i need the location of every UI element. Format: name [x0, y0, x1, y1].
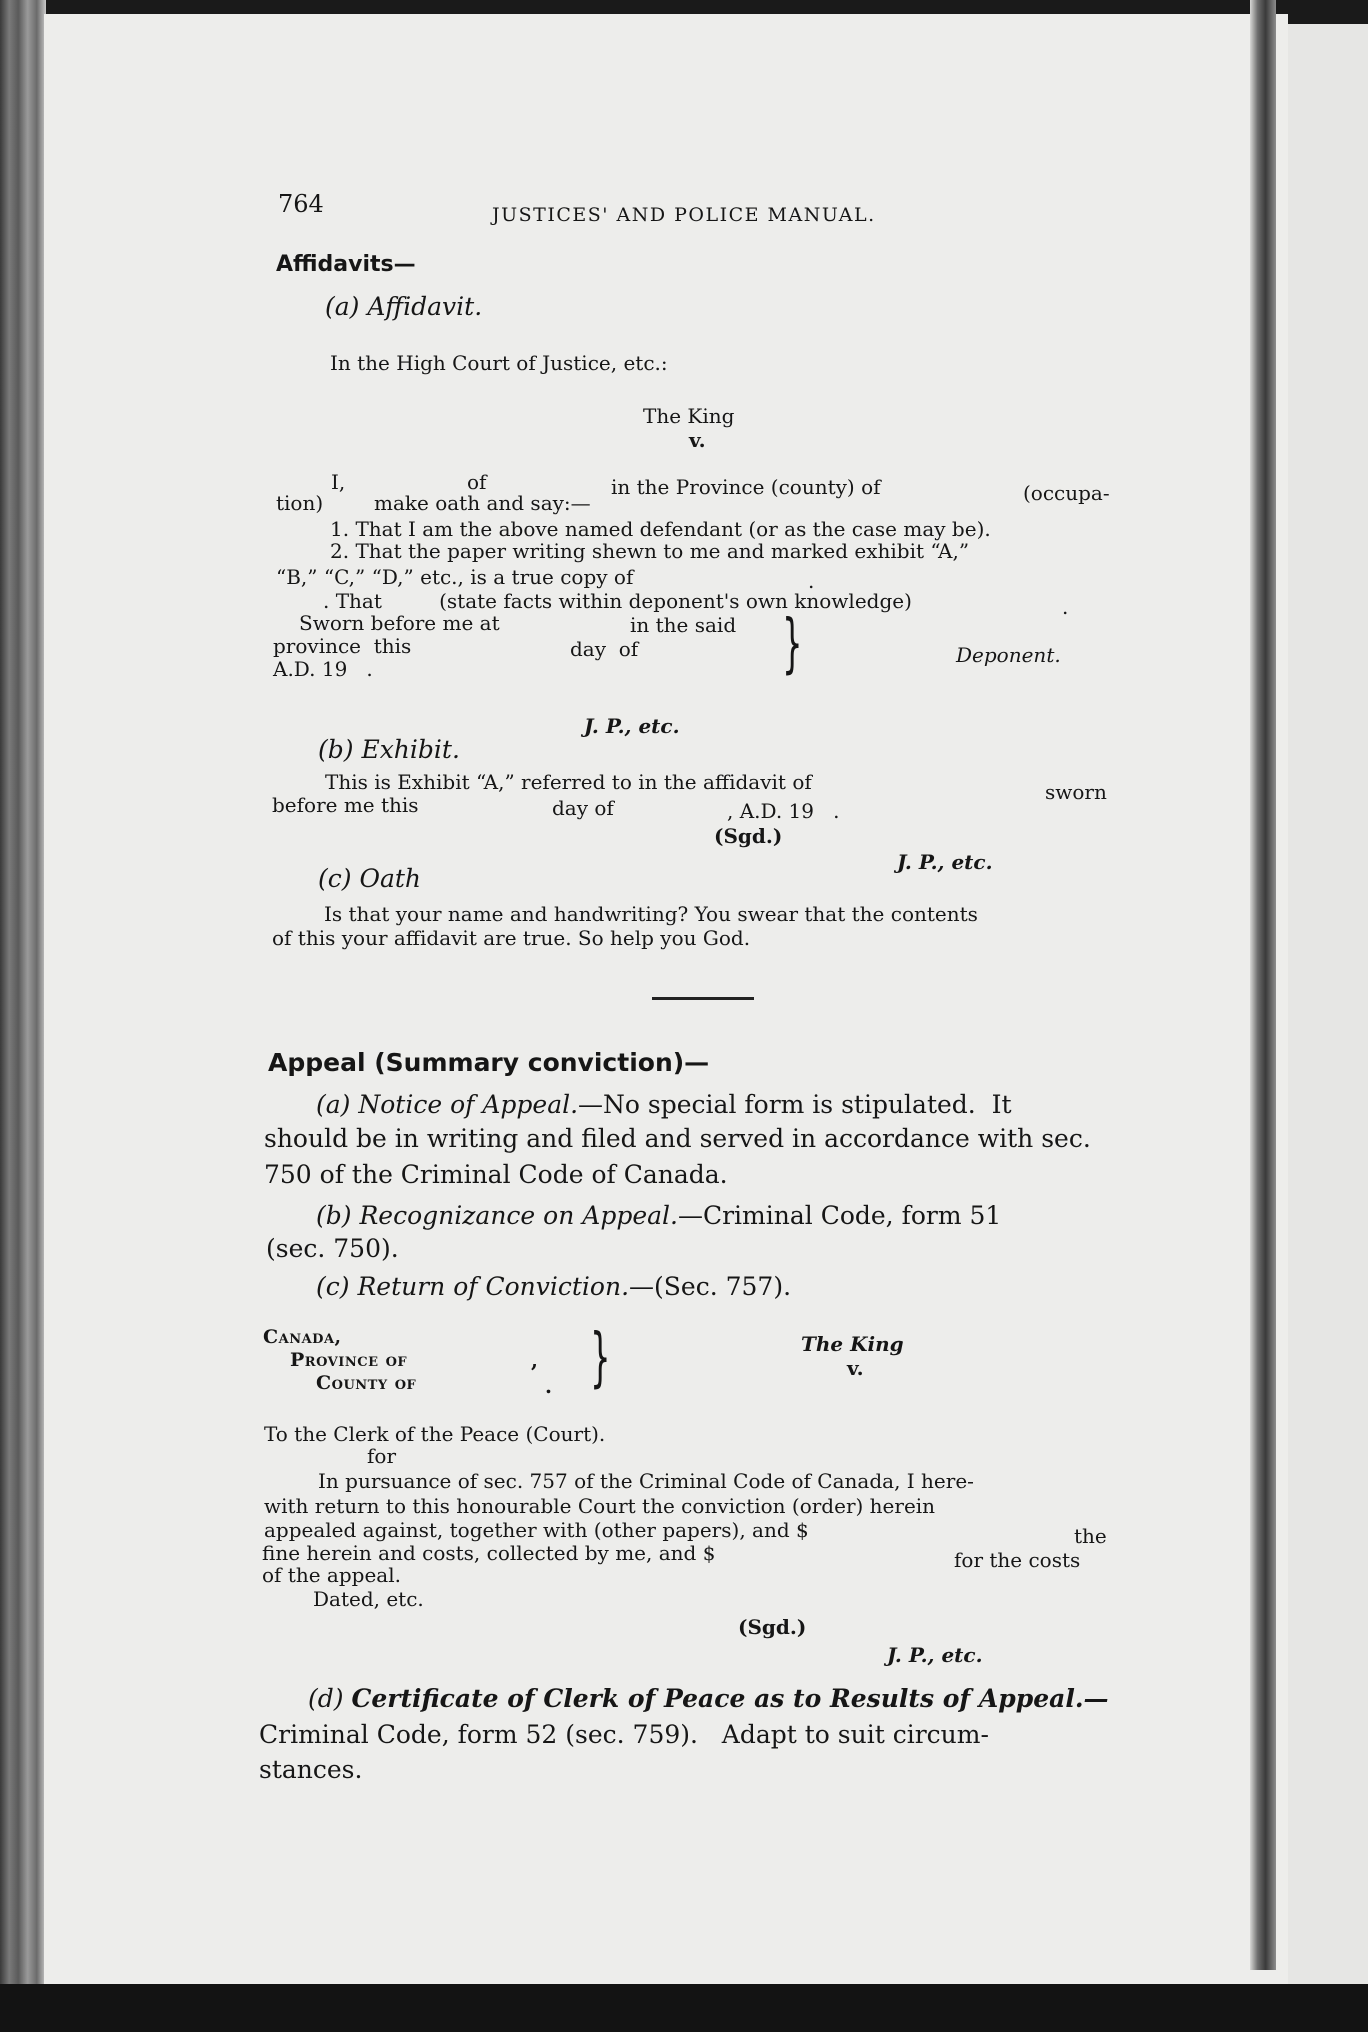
deponent-intro-i: I,	[331, 470, 346, 494]
court-line: In the High Court of Justice, etc.:	[330, 351, 668, 375]
appeal-b-text: —Criminal Code, form 51	[677, 1201, 1002, 1230]
certificate-line-1	[308, 1686, 1109, 1711]
return-body-1: In pursuance of sec. 757 of the Criminal Code of Canada, I here-	[318, 1469, 974, 1493]
venue-canada: Canada,	[263, 1326, 342, 1348]
page-gutter-shadow	[1250, 0, 1276, 1970]
appeal-c-line-1	[316, 1274, 791, 1299]
affidavit-subheading: (a) Affidavit.	[325, 292, 483, 321]
certificate-label: (d)	[308, 1684, 344, 1713]
affidavit-paragraph-3-stop: .	[1062, 595, 1069, 619]
return-style-king: The King	[801, 1332, 904, 1356]
running-title: JUSTICES' AND POLICE MANUAL.	[492, 204, 876, 226]
deponent-intro-province: in the Province (county) of	[611, 475, 881, 499]
affidavit-jp: J. P., etc.	[584, 714, 680, 738]
return-jp: J. P., etc.	[887, 1643, 983, 1667]
section-divider	[652, 997, 754, 1000]
affidavit-paragraph-2a: 2. That the paper writing shewn to me and marked exhibit “A,”	[330, 539, 970, 563]
exhibit-jp: J. P., etc.	[897, 850, 993, 874]
appeal-b-label: (b)	[316, 1201, 352, 1230]
affidavit-paragraph-2b-stop: .	[808, 569, 815, 593]
appeal-c-text: —(Sec. 757).	[629, 1272, 792, 1301]
return-body-2: with return to this honourable Court the conviction (order) herein	[264, 1494, 936, 1518]
page-number: 764	[278, 190, 324, 218]
return-to-clerk: To the Clerk of the Peace (Court).	[264, 1422, 606, 1446]
deponent-signature-label: Deponent.	[956, 643, 1061, 667]
jurat-line-1: Sworn before me at	[299, 611, 500, 635]
return-dated: Dated, etc.	[313, 1587, 424, 1611]
certificate-line-3: stances.	[259, 1755, 363, 1784]
oath-subheading: (c) Oath	[318, 864, 422, 893]
jurat-line-1b: in the said	[630, 613, 737, 637]
return-style-v: v.	[847, 1356, 864, 1380]
appeal-c-label: (c)	[316, 1272, 350, 1301]
appeal-b-line-1	[316, 1203, 1001, 1228]
return-body-3: appealed against, together with (other papers), and $	[264, 1518, 809, 1542]
appeal-a-line-2: should be in writing and filed and served in accordance with sec.	[264, 1124, 1091, 1153]
return-sgd: (Sgd.)	[738, 1615, 807, 1639]
jurat-line-3: A.D. 19 .	[273, 657, 373, 681]
exhibit-line-1: This is Exhibit “A,” referred to in the affidavit of	[325, 770, 812, 794]
appeal-a-line-1	[316, 1092, 1012, 1117]
oath-line-1: Is that your name and handwriting? You swear that the contents	[324, 902, 978, 926]
affidavit-paragraph-1: 1. That I am the above named defendant (or as the case may be).	[330, 517, 991, 541]
appeal-a-text: —No special form is stipulated. It	[578, 1090, 1012, 1119]
deponent-intro-oath: tion) make oath and say:—	[276, 491, 591, 515]
return-body-5: of the appeal.	[262, 1563, 401, 1587]
jurat-line-2: province this	[273, 634, 412, 658]
jurat-brace: }	[782, 607, 803, 681]
style-of-cause-v: v.	[689, 428, 706, 452]
scan-bottom-border	[0, 1984, 1368, 2032]
affidavit-paragraph-2b: “B,” “C,” “D,” etc., is a true copy of	[276, 565, 634, 589]
oath-line-2: of this your affidavit are true. So help you God.	[272, 926, 751, 950]
book-spine-edge	[0, 0, 46, 2032]
certificate-title: Certificate of Clerk of Peace as to Results of Appeal.—	[351, 1684, 1109, 1713]
appeal-b-title: Recognizance on Appeal.	[359, 1201, 678, 1230]
style-of-cause-king: The King	[643, 404, 735, 428]
jurat-line-2b: day of	[570, 637, 639, 661]
exhibit-subheading: (b) Exhibit.	[318, 735, 460, 764]
affidavits-heading: Affidavits—	[276, 252, 416, 277]
appeal-a-label: (a)	[316, 1090, 351, 1119]
venue-comma: ,	[531, 1348, 538, 1372]
exhibit-line-1-sworn: sworn	[1045, 780, 1107, 804]
certificate-line-2: Criminal Code, form 52 (sec. 759). Adapt to suit circum-	[259, 1720, 989, 1749]
return-body-4: fine herein and costs, collected by me, and $	[262, 1541, 716, 1565]
appeal-c-title: Return of Conviction.	[357, 1272, 630, 1301]
exhibit-line-2b: day of	[552, 796, 614, 820]
adjacent-page-edge	[1288, 24, 1368, 1984]
venue-county: County of	[316, 1372, 417, 1394]
deponent-intro-of: of	[467, 470, 487, 494]
appeal-a-title: Notice of Appeal.	[358, 1090, 579, 1119]
affidavit-paragraph-3: . That (state facts within deponent's own knowledge)	[323, 589, 912, 613]
exhibit-line-2c: , A.D. 19 .	[727, 799, 840, 823]
return-body-3b: the	[1074, 1524, 1107, 1548]
venue-brace: }	[590, 1321, 611, 1395]
deponent-intro-occupation: (occupa-	[1023, 481, 1110, 505]
appeal-b-line-2: (sec. 750).	[266, 1234, 399, 1263]
venue-province: Province of	[290, 1349, 408, 1371]
appeal-a-line-3: 750 of the Criminal Code of Canada.	[264, 1160, 728, 1189]
appeal-heading: Appeal (Summary conviction)—	[268, 1048, 710, 1077]
return-body-4b: for the costs	[954, 1548, 1081, 1572]
return-for: for	[367, 1444, 397, 1468]
venue-dot: .	[545, 1374, 552, 1398]
exhibit-sgd: (Sgd.)	[714, 824, 783, 848]
exhibit-line-2a: before me this	[272, 793, 419, 817]
